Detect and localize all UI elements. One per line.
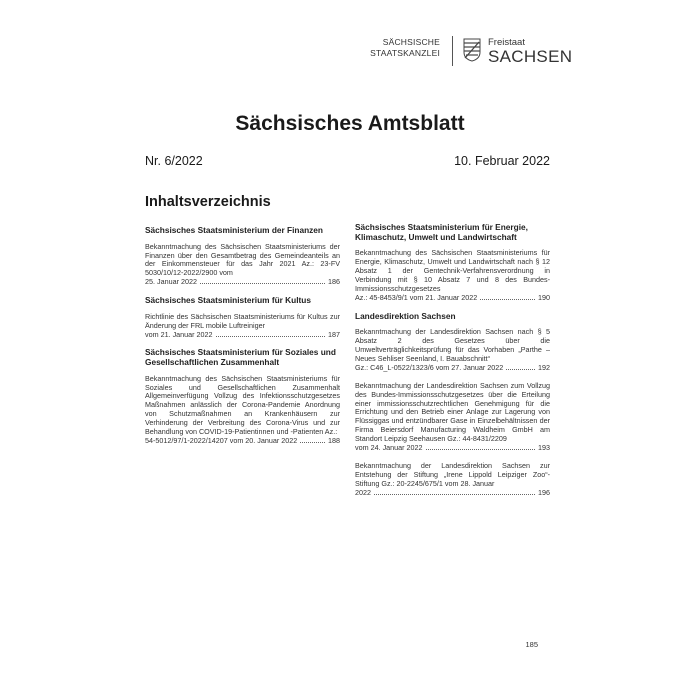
toc-entry[interactable] xyxy=(145,375,340,446)
entry-text: Bekanntmachung des Sächsischen Staatsministeriums der Finanzen über den Gesamtbetrag des Gemeindeanteils an der Einkommensteuer für das Jahr 2021 Az.: 23-FV 5030/10/12-2022/2900 vom xyxy=(145,241,340,278)
staatskanzlei-logo-text xyxy=(370,37,440,59)
leader-dots xyxy=(374,494,535,495)
leader-dots xyxy=(426,449,535,450)
entry-text: Bekanntmachung des Sächsischen Staatsministeriums für Energie, Klimaschutz, Umwelt und Landwirtschaft nach § 12 Absatz 1 der Gentechnik-Verfahrensverordnung in Verbindung mit § 10 Absatz 7 und 8 des Bundes-Immissionsschutzgesetzes xyxy=(355,248,550,293)
leader-dots xyxy=(200,283,325,284)
entry-page: 196 xyxy=(538,487,550,497)
entry-last-line: 25. Januar 2022 xyxy=(145,277,197,287)
section-title: Sächsisches Staatsministerium der Finanzen xyxy=(145,225,323,235)
saxony-coat-of-arms-icon xyxy=(463,38,481,62)
logo-line-2: STAATSKANZLEI xyxy=(370,48,440,58)
section-title: Sächsisches Staatsministerium für Kultus xyxy=(145,295,311,306)
toc-heading: Inhaltsverzeichnis xyxy=(145,194,271,210)
entry-text: Bekanntmachung der Landesdirektion Sachsen nach § 5 Absatz 2 des Gesetzes über die Umweltverträglichkeitsprüfung für das Vorhaben „Parthe – Neues Sehliser Seenland, I. Bauabschnitt“ xyxy=(355,327,550,363)
logo-sachsen: SACHSEN xyxy=(488,47,573,66)
toc-entry[interactable] xyxy=(355,462,550,498)
toc-entry[interactable] xyxy=(355,382,550,453)
leader-dots xyxy=(480,299,535,300)
entry-last-line: 54-5012/97/1-2022/14207 vom 20. Januar 2022 xyxy=(145,435,298,445)
entry-last-line: Gz.: C46_L-0522/1323/6 vom 27. Januar 2022 xyxy=(355,362,504,372)
logo-divider xyxy=(452,36,453,66)
entry-page: 187 xyxy=(328,329,340,339)
toc-entry[interactable] xyxy=(145,243,340,288)
toc-section xyxy=(145,296,340,339)
entry-page: 188 xyxy=(328,435,340,445)
issue-date: 10. Februar 2022 xyxy=(454,154,550,168)
leader-dots xyxy=(300,442,325,443)
entry-last-line: Az.: 45-8453/9/1 vom 21. Januar 2022 xyxy=(355,292,478,302)
toc-left-column xyxy=(145,226,340,455)
entry-page: 186 xyxy=(328,277,340,287)
publication-title: Sächsisches Amtsblatt xyxy=(235,112,465,135)
toc-entry[interactable] xyxy=(355,328,550,373)
section-title: Sächsisches Staatsministerium für Energie, Klimaschutz, Umwelt und Landwirtschaft xyxy=(355,222,528,242)
toc-right-column xyxy=(355,223,550,507)
entry-text: Bekanntmachung der Landesdirektion Sachsen zum Vollzug des Bundes-Immissionsschutzgesetzes über die Erteilung einer immissionsschutzrechtlichen Genehmigung für die Errichtung und den Betrieb einer Anlage zur Lagerung von Flüssiggas und entzündbarer Gase in Einzelbehältnissen der Firma Beiersdorf Manufacturing Waldheim GmbH am Standort Leipzig Seehausen Gz.: 44-8431/2209 xyxy=(355,380,550,444)
section-title: Sächsisches Staatsministerium für Soziales und Gesellschaftlichen Zusammenhalt xyxy=(145,347,336,368)
toc-section xyxy=(355,223,550,303)
entry-text: Bekanntmachung der Landesdirektion Sachsen zur Entstehung der Stiftung „Irene Lippold Leipziger Zoo“-Stiftung Gz.: 20-2245/675/1 vom 28. Januar xyxy=(355,461,550,488)
entry-text: Bekanntmachung des Sächsischen Staatsministeriums für Soziales und Gesellschaftlichen Zusammenhalt Allgemeinverfügung Vollzug des Infektionsschutzgesetzes Maßnahmen anlässlich der Corona-Pandemie Anordnung von Schutzmaßnahmen an Krankenhäusern zur Verhinderung der Verbreitung des Corona-Virus und zur Behandlung von COVID-19-Patientinnen und -Patienten Az.: xyxy=(145,373,340,437)
entry-last-line: vom 21. Januar 2022 xyxy=(145,329,213,339)
toc-section xyxy=(145,226,340,287)
entry-text: Richtlinie des Sächsischen Staatsministeriums für Kultus zur Änderung der FRL mobile Luftreiniger xyxy=(145,311,340,330)
leader-dots xyxy=(506,369,535,370)
toc-entry[interactable] xyxy=(145,313,340,340)
issue-number: Nr. 6/2022 xyxy=(145,154,203,168)
entry-page: 193 xyxy=(538,443,550,453)
toc-section xyxy=(355,312,550,498)
page-number: 185 xyxy=(525,640,538,649)
entry-last-line: vom 24. Januar 2022 xyxy=(355,443,423,453)
entry-page: 190 xyxy=(538,292,550,302)
logo-line-1: SÄCHSISCHE xyxy=(382,37,440,47)
toc-section xyxy=(145,348,340,445)
entry-page: 192 xyxy=(538,362,550,372)
leader-dots xyxy=(216,336,325,337)
section-title: Landesdirektion Sachsen xyxy=(355,310,456,321)
toc-entry[interactable] xyxy=(355,249,550,302)
logo-freistaat: Freistaat xyxy=(488,37,525,48)
freistaat-sachsen-logo xyxy=(488,37,572,66)
entry-last-line: 2022 xyxy=(355,487,371,497)
